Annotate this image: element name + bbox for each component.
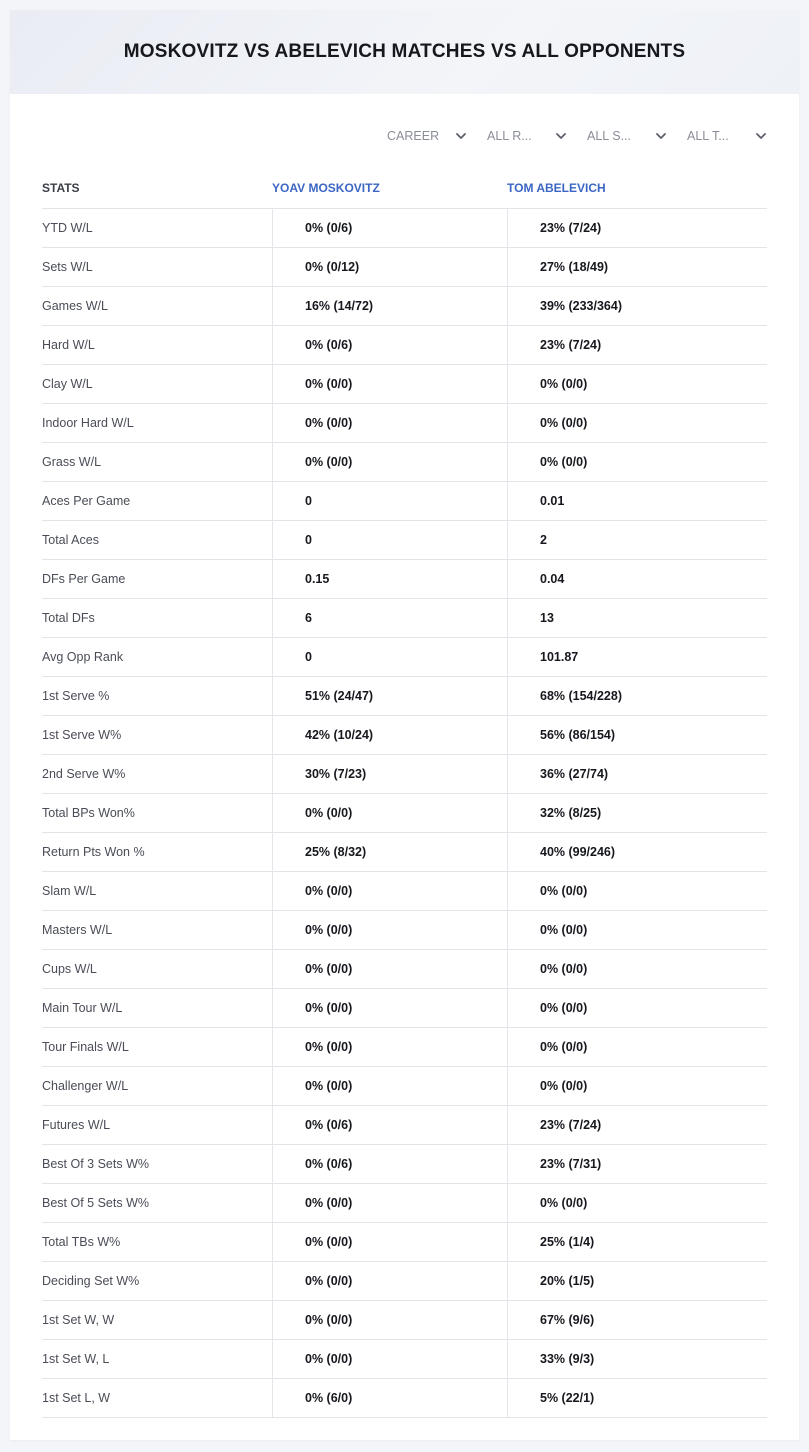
- player2-value: 68% (154/228): [507, 677, 767, 715]
- player1-value: 0% (0/0): [272, 1301, 507, 1339]
- table-row: [42, 1028, 767, 1067]
- column-header-player1[interactable]: YOAV MOSKOVITZ: [272, 181, 380, 195]
- player2-value: 36% (27/74): [507, 755, 767, 793]
- table-row: [42, 755, 767, 794]
- stats-card: [10, 10, 799, 1440]
- player2-value: 0% (0/0): [507, 404, 767, 442]
- table-row: [42, 872, 767, 911]
- column-header-player2[interactable]: TOM ABELEVICH: [507, 181, 606, 195]
- table-row: [42, 326, 767, 365]
- player2-value: 0% (0/0): [507, 1028, 767, 1066]
- column-header-stats: STATS: [42, 181, 80, 195]
- stat-label: Cups W/L: [42, 962, 97, 976]
- table-row: [42, 1184, 767, 1223]
- stat-label: Total BPs Won%: [42, 806, 135, 820]
- table-row: [42, 287, 767, 326]
- stat-label: Futures W/L: [42, 1118, 111, 1132]
- player1-value: 0% (0/0): [272, 443, 507, 481]
- player1-value: 0% (0/0): [272, 794, 507, 832]
- player2-value: 20% (1/5): [507, 1262, 767, 1300]
- filter-label: CAREER: [387, 129, 440, 143]
- player2-value: 23% (7/24): [507, 326, 767, 364]
- chevron-down-icon: [555, 130, 567, 142]
- table-row: [42, 443, 767, 482]
- table-row: [42, 1340, 767, 1379]
- table-row: [42, 716, 767, 755]
- player1-value: 0% (6/0): [272, 1379, 507, 1417]
- table-row: [42, 1067, 767, 1106]
- table-row: [42, 599, 767, 638]
- table-row: [42, 1301, 767, 1340]
- player2-value: 23% (7/31): [507, 1145, 767, 1183]
- stats-table: [42, 168, 767, 1418]
- stat-label: Total Aces: [42, 533, 99, 547]
- table-row: [42, 482, 767, 521]
- stat-label: Best Of 5 Sets W%: [42, 1196, 149, 1210]
- stat-label: 1st Serve W%: [42, 728, 122, 742]
- player2-value: 23% (7/24): [507, 209, 767, 247]
- player1-value: 0: [272, 482, 507, 520]
- table-row: [42, 1106, 767, 1145]
- filter-label: ALL S...: [587, 129, 632, 143]
- stat-label: 1st Serve %: [42, 689, 110, 703]
- stat-label: Grass W/L: [42, 455, 102, 469]
- player2-value: 0.01: [507, 482, 767, 520]
- stat-label: Tour Finals W/L: [42, 1040, 129, 1054]
- table-header: [42, 168, 767, 209]
- table-row: [42, 950, 767, 989]
- table-row: [42, 209, 767, 248]
- table-row: [42, 1223, 767, 1262]
- player2-value: 0% (0/0): [507, 443, 767, 481]
- table-body: [42, 209, 767, 1418]
- table-row: [42, 521, 767, 560]
- player2-value: 27% (18/49): [507, 248, 767, 286]
- stat-label: Indoor Hard W/L: [42, 416, 134, 430]
- table-row: [42, 1145, 767, 1184]
- player1-value: 0% (0/0): [272, 1067, 507, 1105]
- player2-value: 56% (86/154): [507, 716, 767, 754]
- table-row: [42, 404, 767, 443]
- stat-label: Best Of 3 Sets W%: [42, 1157, 149, 1171]
- player1-value: 0% (0/12): [272, 248, 507, 286]
- stat-label: 1st Set W, W: [42, 1313, 115, 1327]
- filter-label: ALL T...: [687, 129, 729, 143]
- table-row: [42, 989, 767, 1028]
- player1-value: 0% (0/0): [272, 404, 507, 442]
- player2-value: 23% (7/24): [507, 1106, 767, 1144]
- player1-value: 51% (24/47): [272, 677, 507, 715]
- stat-label: 2nd Serve W%: [42, 767, 126, 781]
- stat-label: Total TBs W%: [42, 1235, 121, 1249]
- player1-value: 0% (0/0): [272, 1262, 507, 1300]
- player2-value: 0% (0/0): [507, 365, 767, 403]
- player2-value: 40% (99/246): [507, 833, 767, 871]
- stat-label: Slam W/L: [42, 884, 97, 898]
- stat-label: Hard W/L: [42, 338, 95, 352]
- player1-value: 30% (7/23): [272, 755, 507, 793]
- stat-label: Challenger W/L: [42, 1079, 129, 1093]
- player1-value: 0: [272, 638, 507, 676]
- stat-label: Avg Opp Rank: [42, 650, 124, 664]
- stat-label: Deciding Set W%: [42, 1274, 140, 1288]
- stat-label: DFs Per Game: [42, 572, 126, 586]
- player2-value: 0% (0/0): [507, 1067, 767, 1105]
- table-row: [42, 365, 767, 404]
- player2-value: 0% (0/0): [507, 911, 767, 949]
- player1-value: 16% (14/72): [272, 287, 507, 325]
- player1-value: 0% (0/6): [272, 1106, 507, 1144]
- player2-value: 5% (22/1): [507, 1379, 767, 1417]
- player1-value: 6: [272, 599, 507, 637]
- player2-value: 0% (0/0): [507, 1184, 767, 1222]
- player2-value: 13: [507, 599, 767, 637]
- filter-career-select[interactable]: [377, 126, 467, 146]
- player2-value: 39% (233/364): [507, 287, 767, 325]
- player2-value: 0% (0/0): [507, 950, 767, 988]
- table-row: [42, 794, 767, 833]
- player2-value: 25% (1/4): [507, 1223, 767, 1261]
- player2-value: 0% (0/0): [507, 872, 767, 910]
- player1-value: 0% (0/0): [272, 911, 507, 949]
- player1-value: 25% (8/32): [272, 833, 507, 871]
- stat-label: Clay W/L: [42, 377, 93, 391]
- player1-value: 0% (0/6): [272, 209, 507, 247]
- table-row: [42, 248, 767, 287]
- chevron-down-icon: [455, 130, 467, 142]
- filter-bar: [377, 126, 767, 146]
- player2-value: 2: [507, 521, 767, 559]
- player1-value: 0% (0/0): [272, 1340, 507, 1378]
- player1-value: 42% (10/24): [272, 716, 507, 754]
- stat-label: Total DFs: [42, 611, 95, 625]
- stat-label: YTD W/L: [42, 221, 93, 235]
- table-row: [42, 1262, 767, 1301]
- player2-value: 0.04: [507, 560, 767, 598]
- filter-tournaments-select[interactable]: [677, 126, 767, 146]
- page-title: MOSKOVITZ VS ABELEVICH MATCHES VS ALL OPPONENTS: [123, 41, 686, 62]
- table-row: [42, 1379, 767, 1418]
- player1-value: 0% (0/0): [272, 1184, 507, 1222]
- player1-value: 0: [272, 521, 507, 559]
- stat-label: Masters W/L: [42, 923, 113, 937]
- table-row: [42, 560, 767, 599]
- player1-value: 0% (0/0): [272, 1223, 507, 1261]
- chevron-down-icon: [655, 130, 667, 142]
- player1-value: 0% (0/0): [272, 365, 507, 403]
- player1-value: 0% (0/0): [272, 1028, 507, 1066]
- stat-label: 1st Set W, L: [42, 1352, 110, 1366]
- stat-label: Games W/L: [42, 299, 108, 313]
- player2-value: 101.87: [507, 638, 767, 676]
- player2-value: 33% (9/3): [507, 1340, 767, 1378]
- table-row: [42, 677, 767, 716]
- player1-value: 0% (0/6): [272, 1145, 507, 1183]
- table-row: [42, 638, 767, 677]
- player1-value: 0% (0/0): [272, 989, 507, 1027]
- stat-label: Sets W/L: [42, 260, 93, 274]
- player1-value: 0.15: [272, 560, 507, 598]
- stat-label: Main Tour W/L: [42, 1001, 123, 1015]
- filter-surfaces-select[interactable]: [577, 126, 667, 146]
- player1-value: 0% (0/0): [272, 950, 507, 988]
- table-row: [42, 911, 767, 950]
- filter-rounds-select[interactable]: [477, 126, 567, 146]
- table-row: [42, 833, 767, 872]
- player2-value: 32% (8/25): [507, 794, 767, 832]
- player2-value: 0% (0/0): [507, 989, 767, 1027]
- stat-label: Aces Per Game: [42, 494, 131, 508]
- card-header: [10, 10, 799, 94]
- chevron-down-icon: [755, 130, 767, 142]
- stat-label: 1st Set L, W: [42, 1391, 111, 1405]
- stat-label: Return Pts Won %: [42, 845, 145, 859]
- filter-label: ALL R...: [487, 129, 532, 143]
- player1-value: 0% (0/6): [272, 326, 507, 364]
- player2-value: 67% (9/6): [507, 1301, 767, 1339]
- player1-value: 0% (0/0): [272, 872, 507, 910]
